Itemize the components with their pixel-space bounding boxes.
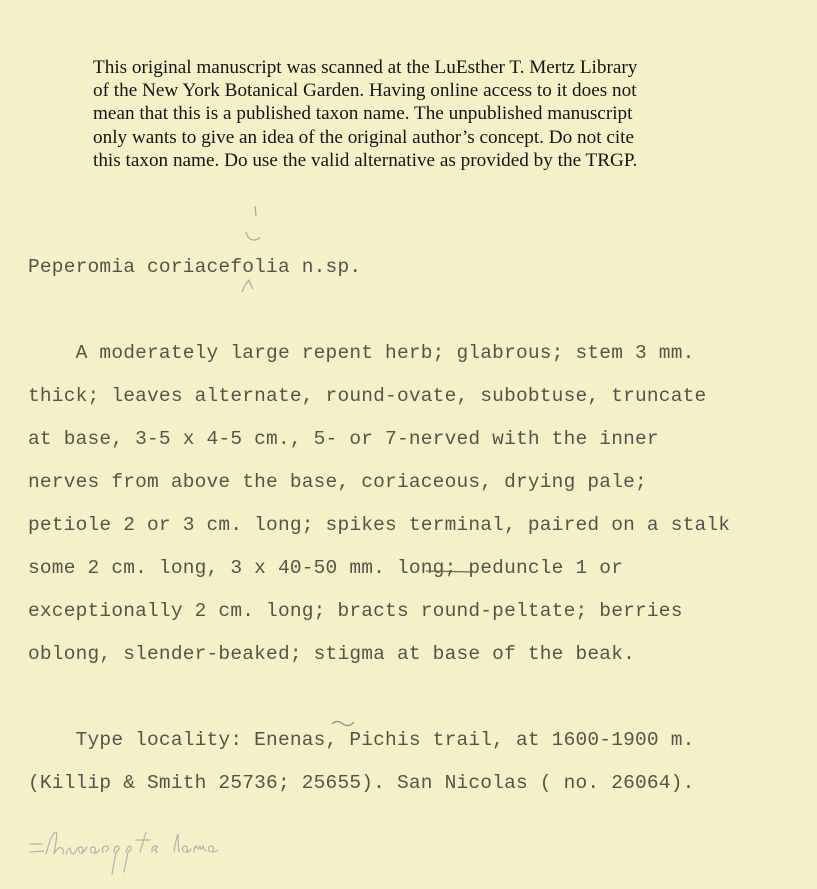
notice-line: This original manuscript was scanned at the LuEsther T. Mertz Library xyxy=(93,57,638,78)
type-locality-line: Type locality: Enenas, Pichis trail, at 1600-1900 m. xyxy=(28,729,695,751)
species-title: Peperomia coriacefolia n.sp. xyxy=(28,256,362,278)
library-notice xyxy=(93,56,733,172)
strike-through-mark xyxy=(424,560,478,580)
description-line: A moderately large repent herb; glabrous; stem 3 mm. xyxy=(28,342,695,364)
notice-line: only wants to give an idea of the original author’s concept. Do not cite xyxy=(93,126,635,148)
insertion-mark xyxy=(238,203,268,298)
description-line: thick; leaves alternate, round-ovate, subobtuse, truncate xyxy=(28,385,707,407)
description-line: petiole 2 or 3 cm. long; spikes terminal, paired on a stalk xyxy=(28,514,731,536)
notice-line: this taxon name. Do use the valid alternative as provided by the TRGP. xyxy=(93,149,638,171)
description-line: at base, 3-5 x 4-5 cm., 5- or 7-nerved with the inner xyxy=(28,428,659,450)
description-line: oblong, slender-beaked; stigma at base of the beak. xyxy=(28,643,635,665)
notice-line: mean that this is a published taxon name. The unpublished manuscript xyxy=(93,103,633,125)
description-line: exceptionally 2 cm. long; bracts round-peltate; berries xyxy=(28,600,683,622)
notice-line: of the New York Botanical Garden. Having online access to it does not xyxy=(93,80,637,102)
handwritten-annotation xyxy=(28,826,268,886)
type-locality-line: (Killip & Smith 25736; 25655). San Nicolas ( no. 26064). xyxy=(28,772,695,794)
tilde-mark xyxy=(330,718,356,728)
description-line: nerves from above the base, coriaceous, drying pale; xyxy=(28,471,647,493)
description-line: some 2 cm. long, 3 x 40-50 mm. long; peduncle 1 or xyxy=(28,557,624,579)
